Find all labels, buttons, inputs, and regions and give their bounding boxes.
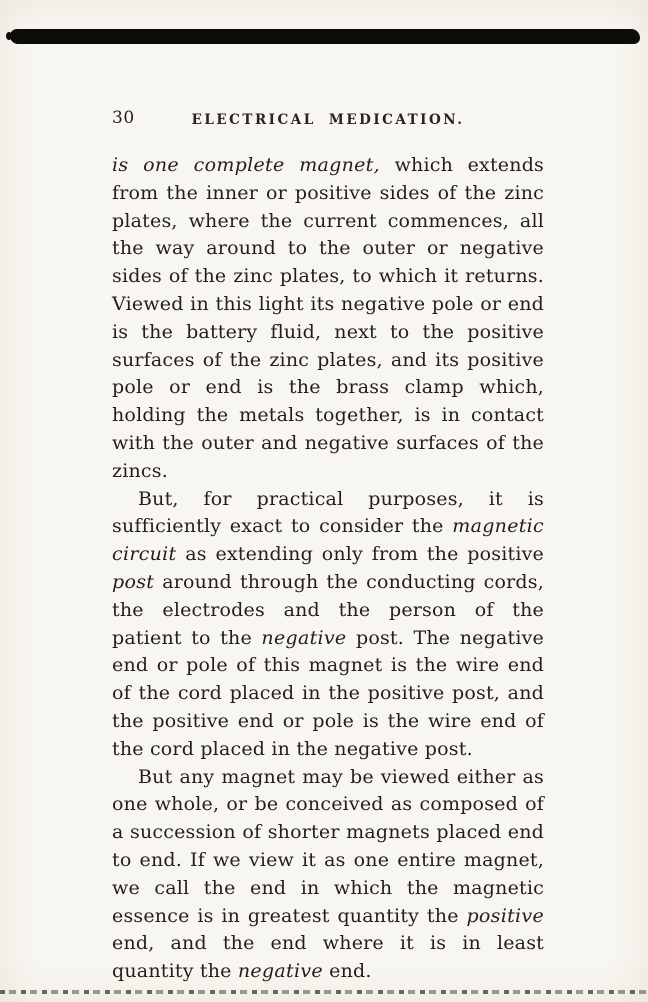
text-run: But, for practical purposes, it is sufficiently exact to consider the (112, 487, 544, 538)
page-number: 30 (112, 108, 135, 128)
italic-run: is one complete magnet, (112, 154, 380, 176)
scan-artifact-top-bar (10, 29, 640, 44)
running-title: ELECTRICAL MEDICATION. (191, 112, 465, 128)
text-run: end. (322, 960, 372, 983)
italic-run: post (112, 570, 155, 593)
text-run: which extends from the inner or positive sides of the zinc plates, where the current commences, all the way around to the outer or negative sides of the zinc plates, to which it returns. Viewed in this light its negative pole or end is the battery fluid, next to the positive surfaces of the zinc plates, and its positive pole or end is the brass clamp which, holding the metals together, is in contact with the outer and negative surfaces of the zincs. (112, 154, 545, 482)
text-run: But any magnet may be viewed either as one whole, or be conceived as composed of a succession of shorter magnets placed end to end. If we view it as one entire magnet, we call the end in which the magnetic essence is in greatest quantity the (112, 765, 544, 927)
paragraph (112, 152, 544, 486)
paragraph (112, 486, 544, 764)
italic-run: negative (261, 626, 347, 649)
scan-artifact-bottom-noise (0, 990, 648, 994)
text-run: as extending only from the positive (176, 543, 544, 566)
italic-run: magnetic circuit (112, 515, 544, 566)
text-run: end, and the end where it is in least quantity the (112, 932, 544, 983)
text-run: around through the conducting cords, the electrodes and the person of the patient to the (112, 570, 544, 649)
body-text (112, 152, 544, 986)
italic-run: negative (237, 960, 323, 983)
page-header (112, 108, 544, 132)
italic-run: positive (466, 904, 544, 927)
text-run: post. The negative end or pole of this magnet is the wire end of the cord placed in the positive post, and the positive end or pole is the wire end of the cord placed in the negative post. (112, 626, 544, 760)
paragraph (112, 764, 544, 986)
